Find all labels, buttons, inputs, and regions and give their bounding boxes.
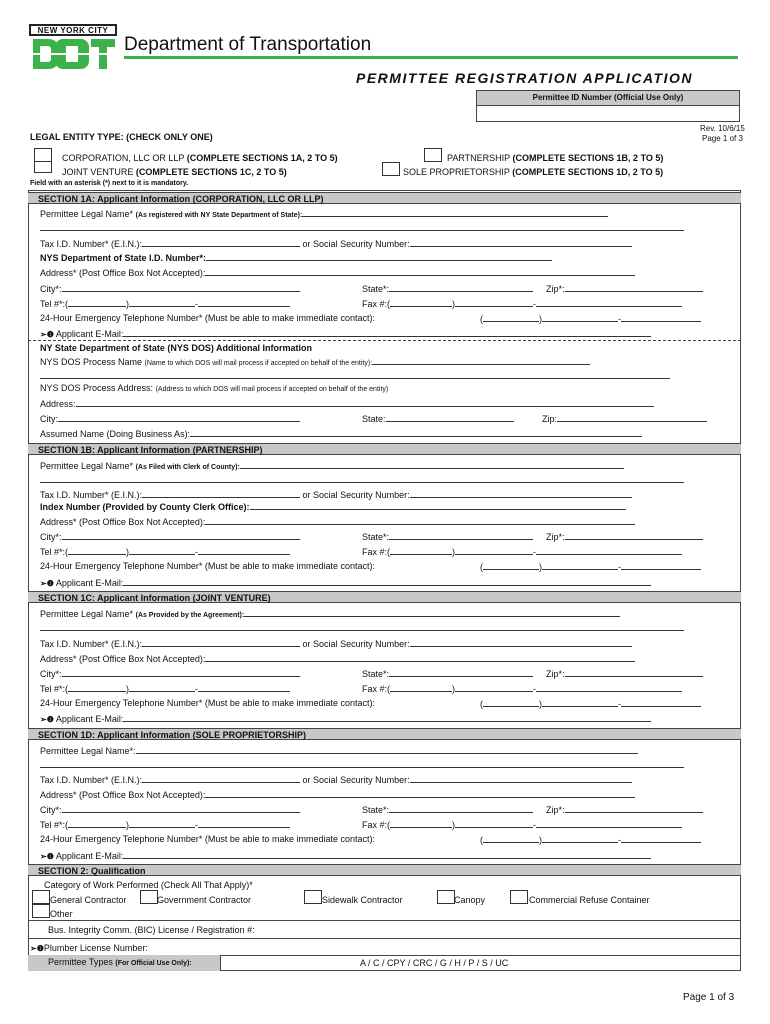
s1b-address-row: Address* (Post Office Box Not Accepted): (40, 516, 635, 527)
s1c-tel-row: Tel #*:( ) - (40, 683, 290, 694)
s1a-zip-row: Zip*: (546, 283, 703, 294)
page-top: Page 1 of 3 (702, 134, 743, 143)
s1b-tax-row: Tax I.D. Number* (E.I.N.): or Social Security Number: (40, 489, 632, 500)
s1b-legal-name-input-2[interactable] (40, 474, 684, 483)
s1d-emergency-input[interactable]: ( ) - (480, 834, 701, 845)
s1d-legal-name-line2 (40, 759, 684, 770)
option-partnership: PARTNERSHIP (COMPLETE SECTIONS 1B, 2 TO 5) (447, 153, 664, 163)
s1b-city-row: City*: (40, 531, 300, 542)
s1b-emergency-input[interactable]: ( ) - (480, 561, 701, 572)
s1a-dos-zip-input[interactable] (557, 413, 707, 422)
section-1a-heading: SECTION 1A: Applicant Information (CORPORATION, LLC OR LLP) (28, 192, 741, 204)
dashed-divider (28, 340, 741, 341)
s1d-fax-row: Fax #:( ) - (362, 819, 682, 830)
checkbox-sole-proprietorship[interactable] (382, 162, 400, 176)
checkbox-joint-venture[interactable] (34, 162, 52, 173)
s1d-state-input[interactable] (389, 804, 533, 813)
s1b-email-input[interactable] (123, 577, 651, 586)
section-1d-heading: SECTION 1D: Applicant Information (SOLE PROPRIETORSHIP) (28, 728, 741, 740)
checkbox-canopy[interactable] (437, 890, 455, 904)
s1b-ssn-input[interactable] (410, 489, 632, 498)
plumber-arrow-icon: ➢❶ (30, 944, 44, 953)
s1c-legal-name-line2 (40, 622, 684, 633)
checkbox-general-contractor[interactable] (32, 890, 50, 904)
permittee-id-box (476, 90, 740, 122)
s1c-email-input[interactable] (123, 713, 651, 722)
types-label: Permittee Types (For Official Use Only): (48, 957, 192, 967)
s1a-tax-input[interactable] (142, 238, 300, 247)
header-accent-rule (124, 56, 738, 59)
s1a-tel-row: Tel #*:( ) - (40, 298, 290, 309)
option-corporation: CORPORATION, LLC OR LLP (COMPLETE SECTIONS 1A, 2 TO 5) (62, 153, 338, 163)
checkbox-government-contractor[interactable] (140, 890, 158, 904)
s1a-tax-row: Tax I.D. Number* (E.I.N.): or Social Security Number: (40, 238, 632, 249)
s1d-state-row: State*: (362, 804, 533, 815)
option-joint-venture: JOINT VENTURE (COMPLETE SECTIONS 1C, 2 TO 5) (62, 167, 287, 177)
s1b-zip-input[interactable] (565, 531, 703, 540)
email-arrow-icon: ➢❶ (40, 579, 54, 588)
s1c-fax-row: Fax #:( ) - (362, 683, 682, 694)
s1d-email-input[interactable] (123, 850, 651, 859)
label-canopy: Canopy (454, 895, 486, 905)
s1c-emergency-input[interactable]: ( ) - (480, 698, 701, 709)
s1b-legal-name-row: Permittee Legal Name* (As Filed with Clerk of County): (40, 460, 624, 471)
label-sidewalk-contractor: Sidewalk Contractor (322, 895, 403, 905)
s1a-process-name-input[interactable] (372, 356, 590, 365)
s1d-legal-name-input-2[interactable] (40, 759, 684, 768)
s1d-emergency-row: 24-Hour Emergency Telephone Number* (Must be able to make immediate contact): (40, 834, 375, 844)
entity-heading: LEGAL ENTITY TYPE: (CHECK ONLY ONE) (30, 132, 213, 142)
s1b-legal-name-input[interactable] (240, 460, 624, 469)
form-title: PERMITTEE REGISTRATION APPLICATION (356, 70, 693, 86)
s1d-legal-name-row: Permittee Legal Name*: (40, 745, 638, 756)
checkbox-corporation[interactable] (34, 148, 52, 162)
label-general-contractor: General Contractor (50, 895, 127, 905)
s1a-legal-name-input-2[interactable] (40, 222, 684, 231)
s1a-legal-name-input[interactable] (302, 208, 608, 217)
label-other: Other (50, 909, 73, 919)
permittee-id-input[interactable] (477, 106, 739, 122)
s1a-dos-address-input[interactable] (76, 398, 654, 407)
s1b-state-row: State*: (362, 531, 533, 542)
email-arrow-icon: ➢❶ (40, 715, 54, 724)
section-1b-heading: SECTION 1B: Applicant Information (PARTNERSHIP) (28, 443, 741, 455)
checkbox-sidewalk-contractor[interactable] (304, 890, 322, 904)
s1a-city-input[interactable] (62, 283, 300, 292)
s1b-tel-row: Tel #*:( ) - (40, 546, 290, 557)
s1a-dos-state-row: State: (362, 413, 514, 424)
s1a-ssn-input[interactable] (410, 238, 632, 247)
s2-category: Category of Work Performed (Check All That Apply)* (44, 880, 253, 890)
s1a-email-row: ➢❶ Applicant E-Mail: (40, 328, 651, 339)
s1c-tax-input[interactable] (142, 638, 300, 647)
s1c-address-row: Address* (Post Office Box Not Accepted): (40, 653, 635, 664)
s2-plumber-row: ➢❶Plumber License Number: (30, 943, 148, 953)
s1b-index-input[interactable] (250, 501, 626, 510)
s1a-nys-dos-row: NYS Department of State I.D. Number*: (40, 252, 552, 263)
s1c-legal-name-row: Permittee Legal Name* (As Provided by the Agreement): (40, 608, 620, 619)
s1b-state-input[interactable] (389, 531, 533, 540)
s1d-zip-row: Zip*: (546, 804, 703, 815)
s1c-email-row: ➢❶ Applicant E-Mail: (40, 713, 651, 724)
s1b-email-row: ➢❶ Applicant E-Mail: (40, 577, 651, 588)
s1c-state-row: State*: (362, 668, 533, 679)
s1d-address-row: Address* (Post Office Box Not Accepted): (40, 789, 635, 800)
s1c-address-input[interactable] (205, 653, 635, 662)
s1a-email-input[interactable] (123, 328, 651, 337)
s1a-emergency-input[interactable]: ( ) - (480, 313, 701, 324)
s1c-zip-row: Zip*: (546, 668, 703, 679)
checkbox-other[interactable] (32, 904, 50, 918)
types-codes: A / C / CPY / CRC / G / H / P / S / UC (360, 958, 509, 968)
s1a-dos-zip-row: Zip: (542, 413, 707, 424)
s1a-nys-dos-input[interactable] (206, 252, 552, 261)
s1a-process-name-line2 (40, 370, 670, 381)
s1a-emergency-row: 24-Hour Emergency Telephone Number* (Must be able to make immediate contact): (40, 313, 375, 323)
types-label-cell (28, 955, 221, 971)
s1d-legal-name-input[interactable] (136, 745, 638, 754)
s1c-city-row: City*: (40, 668, 300, 679)
s1a-dos-address-row: Address: (40, 398, 654, 409)
s1d-address-input[interactable] (205, 789, 635, 798)
s1a-address-input[interactable] (205, 267, 635, 276)
s1d-email-row: ➢❶ Applicant E-Mail: (40, 850, 651, 861)
s1a-process-name-input-2[interactable] (40, 370, 670, 379)
s1c-legal-name-input[interactable] (244, 608, 620, 617)
section-2-heading: SECTION 2: Qualification (28, 864, 741, 876)
s2-divider-2 (28, 938, 741, 939)
s1d-tax-row: Tax I.D. Number* (E.I.N.): or Social Security Number: (40, 774, 632, 785)
s1a-dos-heading: NY State Department of State (NYS DOS) Additional Information (40, 343, 313, 353)
email-arrow-icon: ➢❶ (40, 852, 54, 861)
s1a-dos-state-input[interactable] (386, 413, 514, 422)
s1a-dos-city-row: City: (40, 413, 300, 424)
s1a-process-name-row: NYS DOS Process Name (Name to which DOS will mail process if accepted on behalf of the entity): (40, 356, 590, 367)
s1a-process-addr-row: NYS DOS Process Address: (Address to which DOS will mail process if accepted on behalf of the entity) (40, 383, 389, 393)
checkbox-partnership[interactable] (424, 148, 442, 162)
s1d-city-input[interactable] (62, 804, 300, 813)
s1c-tax-row: Tax I.D. Number* (E.I.N.): or Social Security Number: (40, 638, 632, 649)
s1b-emergency-row: 24-Hour Emergency Telephone Number* (Must be able to make immediate contact): (40, 561, 375, 571)
s1b-index-row: Index Number (Provided by County Clerk Office): (40, 501, 626, 512)
s1b-zip-row: Zip*: (546, 531, 703, 542)
section-1c-heading: SECTION 1C: Applicant Information (JOINT VENTURE) (28, 591, 741, 603)
s1a-state-row: State*: (362, 283, 533, 294)
s1b-legal-name-line2 (40, 474, 684, 485)
s1c-state-input[interactable] (389, 668, 533, 677)
s1d-tax-input[interactable] (142, 774, 300, 783)
s1c-ssn-input[interactable] (410, 638, 632, 647)
s1a-address-row: Address* (Post Office Box Not Accepted): (40, 267, 635, 278)
s1a-assumed-input[interactable] (190, 428, 642, 437)
permittee-id-label: Permittee ID Number (Official Use Only) (477, 91, 739, 106)
email-arrow-icon: ➢❶ (40, 330, 54, 339)
label-government-contractor: Government Contractor (157, 895, 252, 905)
option-sole-proprietorship: SOLE PROPRIETORSHIP (COMPLETE SECTIONS 1D, 2 TO 5) (403, 167, 664, 177)
s1d-zip-input[interactable] (565, 804, 703, 813)
s1c-city-input[interactable] (62, 668, 300, 677)
s1a-state-input[interactable] (389, 283, 533, 292)
s1a-legal-name-row: Permittee Legal Name* (As registered with NY State Department of State): (40, 208, 608, 219)
s1c-emergency-row: 24-Hour Emergency Telephone Number* (Must be able to make immediate contact): (40, 698, 375, 708)
s1c-legal-name-input-2[interactable] (40, 622, 684, 631)
department-name: Department of Transportation (124, 34, 372, 55)
s1b-tax-input[interactable] (142, 489, 300, 498)
s1a-city-row: City*: (40, 283, 300, 294)
s1c-zip-input[interactable] (565, 668, 703, 677)
s1a-dos-city-input[interactable] (58, 413, 300, 422)
checkbox-commercial-refuse[interactable] (510, 890, 528, 904)
s2-divider-1 (28, 920, 741, 921)
s1b-city-input[interactable] (62, 531, 300, 540)
s1a-assumed-row: Assumed Name (Doing Business As): (40, 428, 642, 439)
s1a-fax-row: Fax #:( ) - (362, 298, 682, 309)
s1b-fax-row: Fax #:( ) - (362, 546, 682, 557)
s1d-city-row: City*: (40, 804, 300, 815)
nyc-dot-logo (29, 24, 117, 72)
revision-date: Rev. 10/6/15 (700, 124, 745, 133)
s2-bic-row: Bus. Integrity Comm. (BIC) License / Registration #: (48, 925, 255, 935)
mandatory-note: Field with an asterisk (*) next to it is mandatory. (30, 180, 189, 187)
logo-top-text: NEW YORK CITY (29, 24, 117, 36)
s1b-address-input[interactable] (205, 516, 635, 525)
s1d-tel-row: Tel #*:( ) - (40, 819, 290, 830)
s1a-legal-name-line2 (40, 222, 684, 233)
dot-logo-mark (29, 36, 117, 72)
page-number: Page 1 of 3 (683, 992, 735, 1003)
label-commercial-refuse: Commercial Refuse Container (529, 895, 650, 905)
s1d-ssn-input[interactable] (410, 774, 632, 783)
s1a-zip-input[interactable] (565, 283, 703, 292)
